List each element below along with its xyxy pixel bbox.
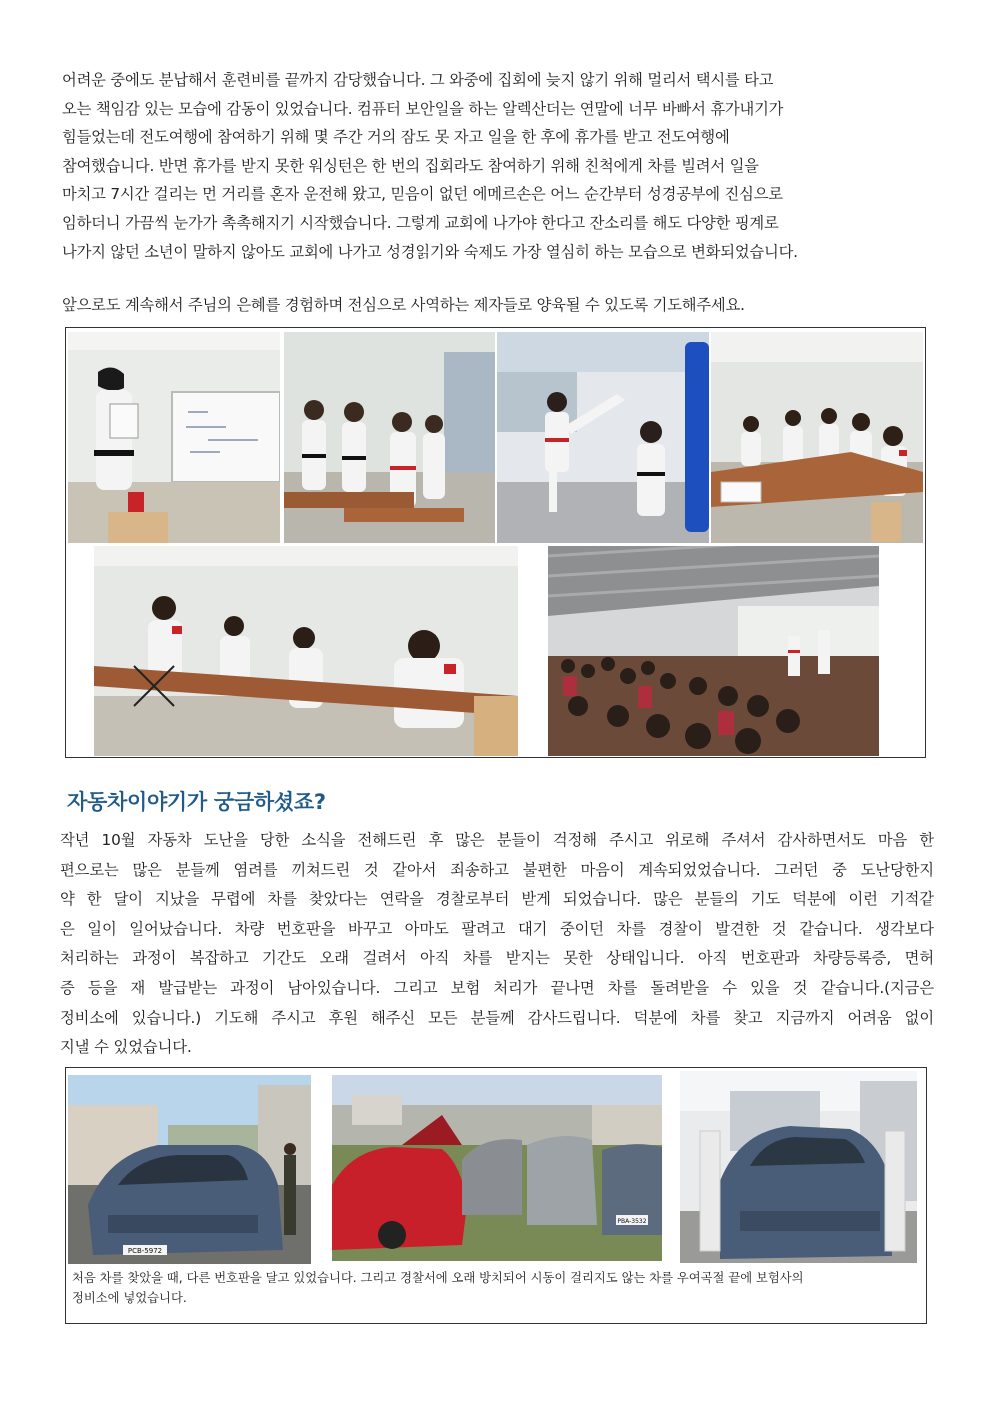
police-impound-lot-photo [332, 1075, 662, 1261]
text-line: 작년 10월 자동차 도난을 당한 소식을 전해드린 후 많은 분들이 걱정해 주시고 위로해 주셔서 감사하면서도 마음 한 [60, 831, 934, 849]
caption-line: 처음 차를 찾았을 때, 다른 번호판을 달고 있었습니다. 그리고 경찰서에 오래 방치되어 시동이 걸리지도 않는 차를 우여곡절 끝에 보험사의 [72, 1271, 804, 1285]
students-seated-classroom-photo [711, 332, 923, 543]
caption-line: 정비소에 넣었습니다. [72, 1291, 187, 1305]
taekwondo-kick-demo-photo [497, 332, 709, 543]
car-story-paragraph [60, 826, 934, 1063]
text-line: 은 일이 일어났습니다. 차량 번호판을 바꾸고 아마도 팔려고 대기 중이던 차를 경찰이 발견한 것 같습니다. 생각보다 [60, 919, 934, 938]
car-section-heading: 자동차이야기가 궁금하셨죠? [67, 790, 326, 814]
text-line: 참여했습니다. 반면 휴가를 받지 못한 워싱턴은 한 번의 집회라도 참여하기 위해 친척에게 차를 빌려서 일을 [62, 156, 759, 175]
text-line: 임하더니 가끔씩 눈가가 촉촉해지기 시작했습니다. 그렇게 교회에 나가야 한다고 잔소리를 해도 다양한 핑계로 [62, 213, 779, 232]
text-line: 나가지 않던 소년이 말하지 않아도 교회에 나가고 성경읽기와 숙제도 가장 열심히 하는 모습으로 변화되었습니다. [62, 242, 798, 261]
student-presenting-whiteboard-photo [68, 332, 280, 543]
text-line: 정비소에 있습니다.) 기도해 주시고 후원 해주신 모든 분들께 감사드립니다. 덕분에 차를 찾고 지금까지 어려움 없이 [60, 1008, 934, 1027]
students-standing-classroom-photo [284, 332, 495, 543]
license-plate-text: PCB-5972 [127, 1247, 163, 1255]
text-line: 약 한 달이 지났을 무렵에 차를 찾았다는 연락을 경찰로부터 받게 되었습니다. 많은 분들의 기도 덕분에 이런 기적같 [60, 890, 934, 909]
text-line: 어려운 중에도 분납해서 훈련비를 끝까지 감당했습니다. 그 와중에 집회에 늦지 않기 위해 멀리서 택시를 타고 [62, 71, 774, 89]
text-line: 지낼 수 있었습니다. [60, 1038, 192, 1057]
car-photo-caption [72, 1268, 912, 1308]
text-line: 마치고 7시간 걸리는 먼 거리를 혼자 운전해 왔고, 믿음이 없던 에메르손은 어느 순간부터 성경공부에 진심으로 [62, 185, 783, 204]
insurance-repair-shop-photo [680, 1071, 917, 1263]
text-line: 증 등을 재 발급받는 과정이 남아있습니다. 그리고 보험 처리가 끝나면 차를 돌려받을 수 있을 것 같습니다.(지금은 [60, 978, 934, 997]
text-line: 편으로는 많은 분들께 염려를 끼쳐드린 것 같아서 죄송하고 불편한 마음이 계속되었었습니다. 그러던 중 도난당한지 [60, 860, 934, 879]
text-line: 힘들었는데 전도여행에 참여하기 위해 몇 주간 거의 잠도 못 자고 일을 한 후에 휴가를 받고 전도여행에 [62, 128, 730, 147]
recovered-car-street-photo [68, 1075, 311, 1264]
training-photo-collage [65, 327, 926, 758]
intro-paragraph [62, 66, 932, 266]
crowd-watching-demo-photo [548, 546, 879, 756]
text-line: 처리하는 과정이 복잡하고 기간도 오래 걸려서 아직 차를 받지는 못한 상태입니다. 아직 번호판과 차량등록증, 면허 [60, 949, 934, 968]
license-plate-text: PBA-3532 [617, 1218, 647, 1225]
prayer-request: 앞으로도 계속해서 주님의 은혜를 경험하며 전심으로 사역하는 제자들로 양육될 수 있도록 기도해주세요. [62, 296, 745, 314]
text-line: 오는 책임감 있는 모습에 감동이 있었습니다. 컴퓨터 보안일을 하는 알렉산더는 연말에 너무 바빠서 휴가내기가 [62, 99, 784, 118]
students-writing-exam-photo [94, 546, 518, 756]
